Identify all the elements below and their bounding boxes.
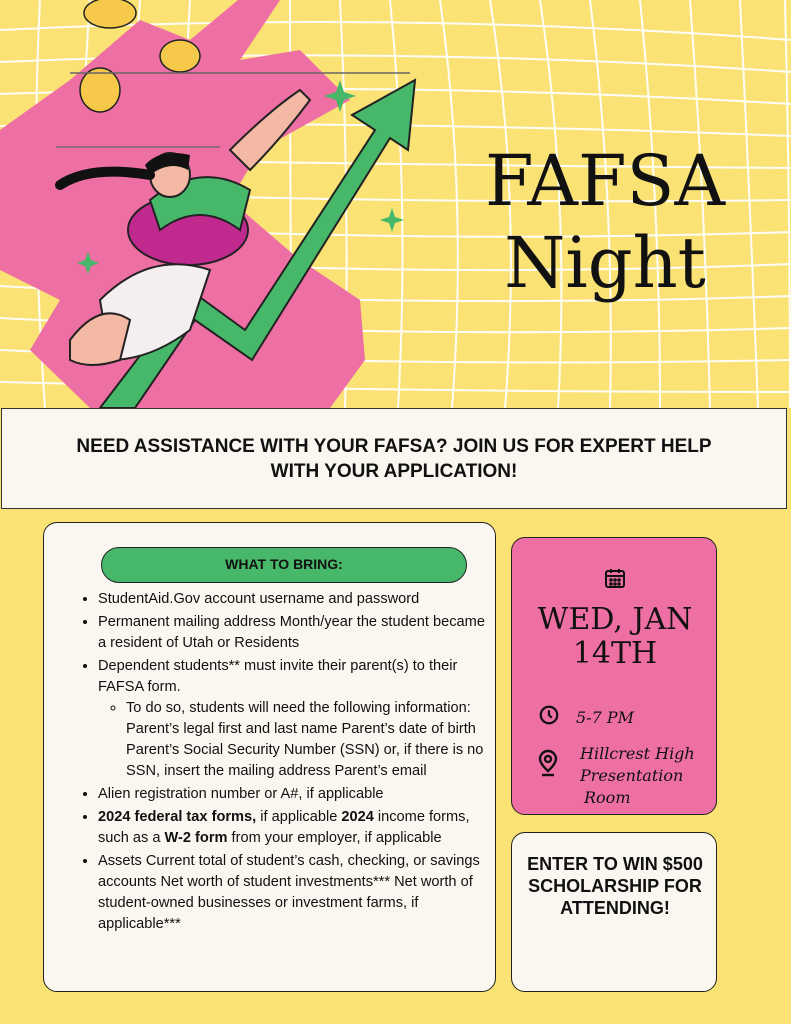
hero-illustration (0, 0, 791, 408)
list-item-tax-forms (98, 807, 486, 849)
list-item: • StudentAid.Gov account username and password (98, 589, 486, 610)
location-line: Presentation (580, 766, 684, 785)
location-pin-icon (538, 749, 558, 782)
scholarship-card (511, 832, 717, 992)
list-item: • Assets Current total of student’s cash, checking, or savings accounts Net worth of student investments*** Net worth of student-owned businesses or investment farms, if applicable*** (98, 851, 486, 935)
event-time-row (538, 704, 634, 731)
bold-text: W-2 form (164, 830, 228, 846)
list-item-text: Dependent students** must invite their parent(s) to their FAFSA form. (98, 658, 458, 695)
sub-list-item: ◦ To do so, students will need the following information: Parent’s legal first and last name Parent’s date of birth Parent’s Social Security Number (SSN) or, if there is no SSN, insert the mailing address Parent’s email (126, 698, 486, 782)
list-item: • Alien registration number or A#, if applicable (98, 784, 486, 805)
page-title (445, 140, 765, 304)
plain-text: if applicable (256, 809, 342, 825)
location-line: Hillcrest High (580, 744, 695, 763)
banner-text: NEED ASSISTANCE WITH YOUR FAFSA? JOIN US FOR EXPERT HELP WITH YOUR APPLICATION! (76, 435, 712, 482)
event-location (580, 743, 695, 809)
bold-text: 2024 (341, 809, 374, 825)
event-time: 5-7 PM (576, 708, 634, 727)
calendar-icon (603, 566, 627, 595)
event-location-row (538, 743, 695, 809)
location-line: Room (584, 788, 631, 807)
bring-list (58, 589, 486, 937)
plain-text: income forms, such as a (98, 809, 470, 846)
event-details-card (511, 537, 717, 815)
title-line2: Night (504, 222, 706, 304)
what-to-bring-heading: WHAT TO BRING: (101, 547, 467, 583)
clock-icon (538, 704, 560, 731)
title-line1: FAFSA (484, 140, 726, 222)
list-item (98, 656, 486, 782)
what-to-bring-card (43, 522, 496, 992)
scholarship-text: ENTER TO WIN $500 SCHOLARSHIP FOR ATTENDING! (527, 854, 703, 918)
plain-text: from your employer, if applicable (227, 830, 442, 846)
sub-list (98, 698, 486, 782)
bold-text: 2024 federal tax forms, (98, 809, 257, 825)
event-date: WED, JAN 14TH (537, 602, 693, 671)
info-banner (1, 408, 787, 509)
list-item: • Permanent mailing address Month/year the student became a resident of Utah or Residents (98, 612, 486, 654)
